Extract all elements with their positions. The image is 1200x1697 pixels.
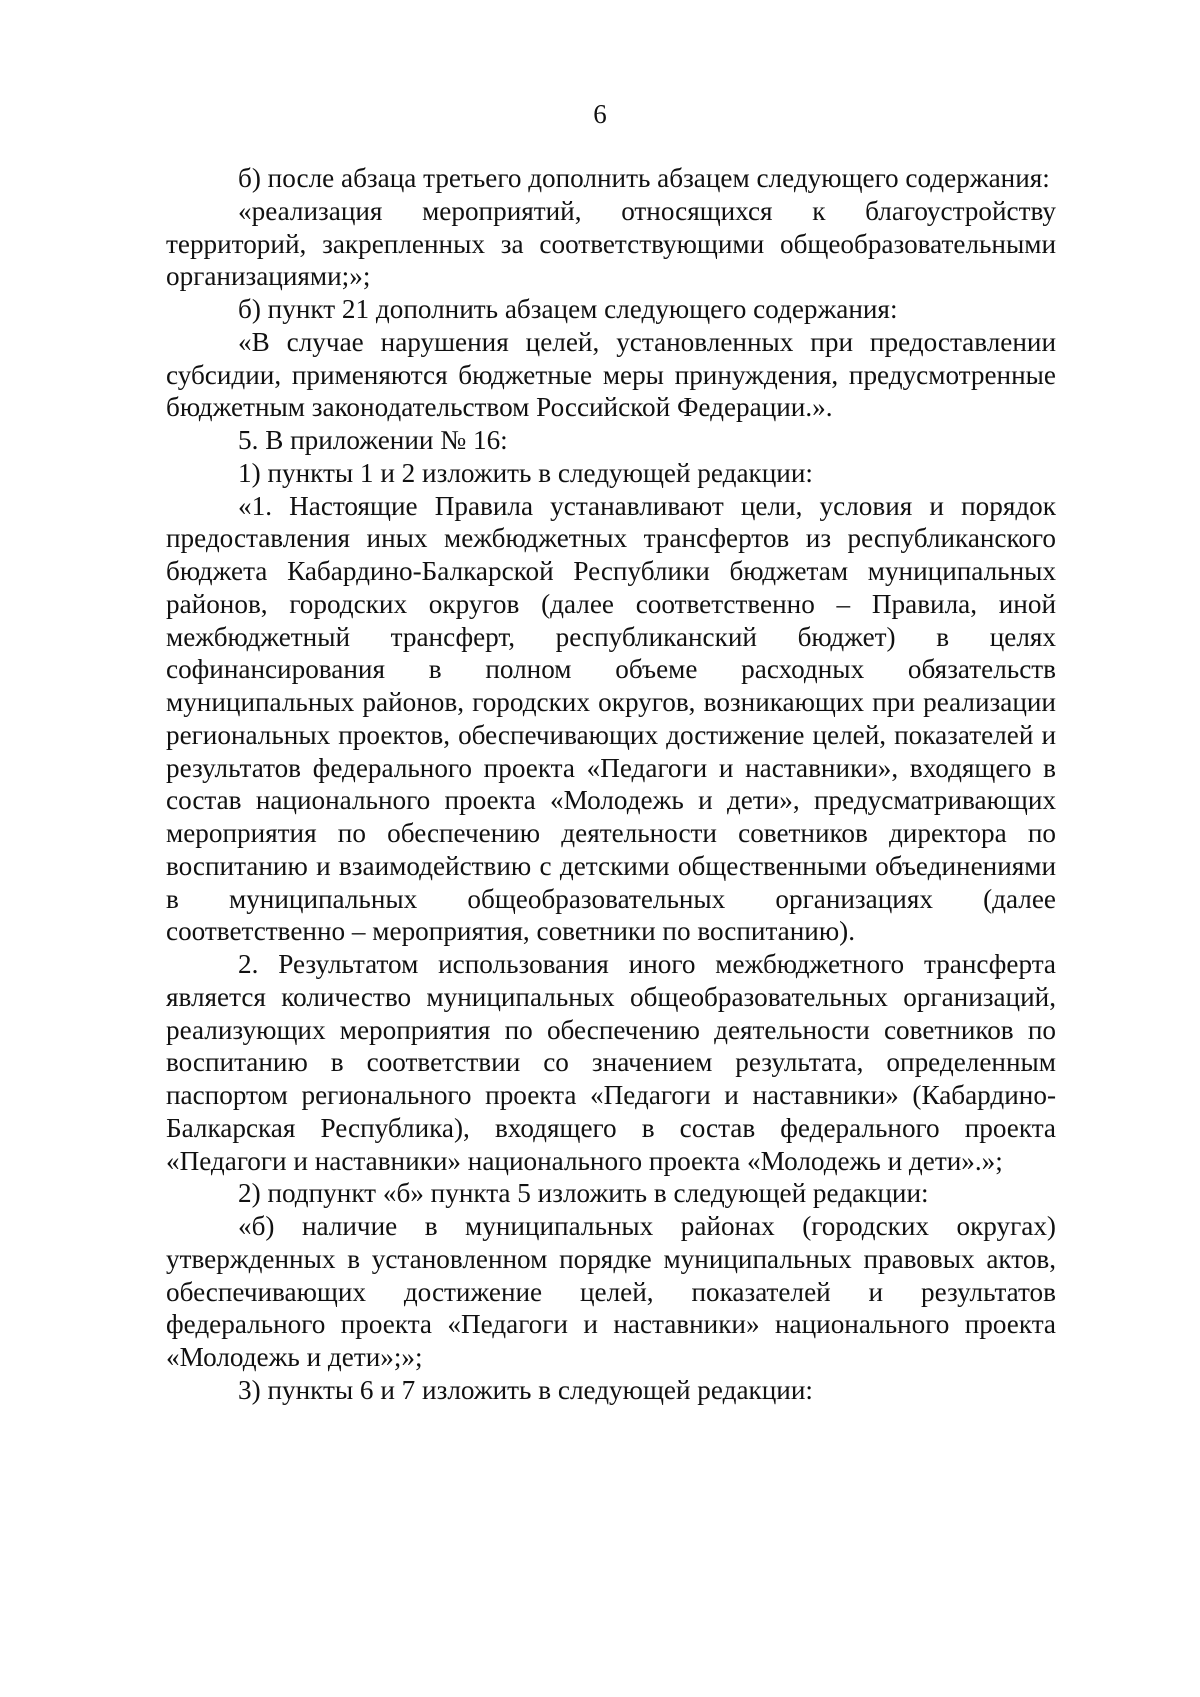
paragraph: 2. Результатом использования иного межбюджетного трансферта является количество муниципальных общеобразовательных организаций, реализующих мероприятия по обеспечению деятельности советников по воспитанию в соответствии со значением результата, определенным паспортом регионального проекта «Педагоги и наставники» (Кабардино-Балкарская Республика), входящего в состав федерального проекта «Педагоги и наставники» национального проекта «Молодежь и дети».»; <box>166 949 1056 1176</box>
paragraph: 3) пункты 6 и 7 изложить в следующей редакции: <box>238 1374 813 1405</box>
paragraph: 1) пункты 1 и 2 изложить в следующей редакции: <box>238 457 813 488</box>
paragraph: «реализация мероприятий, относящихся к благоустройству территорий, закрепленных за соответствующими общеобразовательными организациями;»; <box>166 195 1056 292</box>
page-number: 6 <box>593 99 607 129</box>
paragraph: «б) наличие в муниципальных районах (городских округах) утвержденных в установленном порядке муниципальных правовых актов, обеспечивающих достижение целей, показателей и результатов федерального проекта «Педагоги и наставники» национального проекта «Молодежь и дети»;»; <box>166 1211 1056 1372</box>
paragraph: 2) подпункт «б» пункта 5 изложить в следующей редакции: <box>238 1178 929 1209</box>
paragraph: б) пункт 21 дополнить абзацем следующего содержания: <box>238 294 898 324</box>
document-body <box>166 162 1056 1407</box>
paragraph: «1. Настоящие Правила устанавливают цели, условия и порядок предоставления иных межбюджетных трансфертов из республиканского бюджета Кабардино-Балкарской Республики бюджетам муниципальных районов, городских округов (далее соответственно – Правила, иной межбюджетный трансферт, республиканский бюджет) в целях софинансирования в полном объеме расходных обязательств муниципальных районов, городских округов, возникающих при реализации региональных проектов, обеспечивающих достижение целей, показателей и результатов федерального проекта «Педагоги и наставники», входящего в состав национального проекта «Молодежь и дети», предусматривающих мероприятия по обеспечению деятельности советников директора по воспитанию и взаимодействию с детскими общественными объединениями в муниципальных общеобразовательных организациях (далее соответственно – мероприятия, советники по воспитанию). <box>166 490 1056 947</box>
paragraph: «В случае нарушения целей, установленных при предоставлении субсидии, применяются бюджетные меры принуждения, предусмотренные бюджетным законодательством Российской Федерации.». <box>166 326 1056 423</box>
paragraph: 5. В приложении № 16: <box>238 425 508 455</box>
paragraph: б) после абзаца третьего дополнить абзацем следующего содержания: <box>238 163 1050 193</box>
